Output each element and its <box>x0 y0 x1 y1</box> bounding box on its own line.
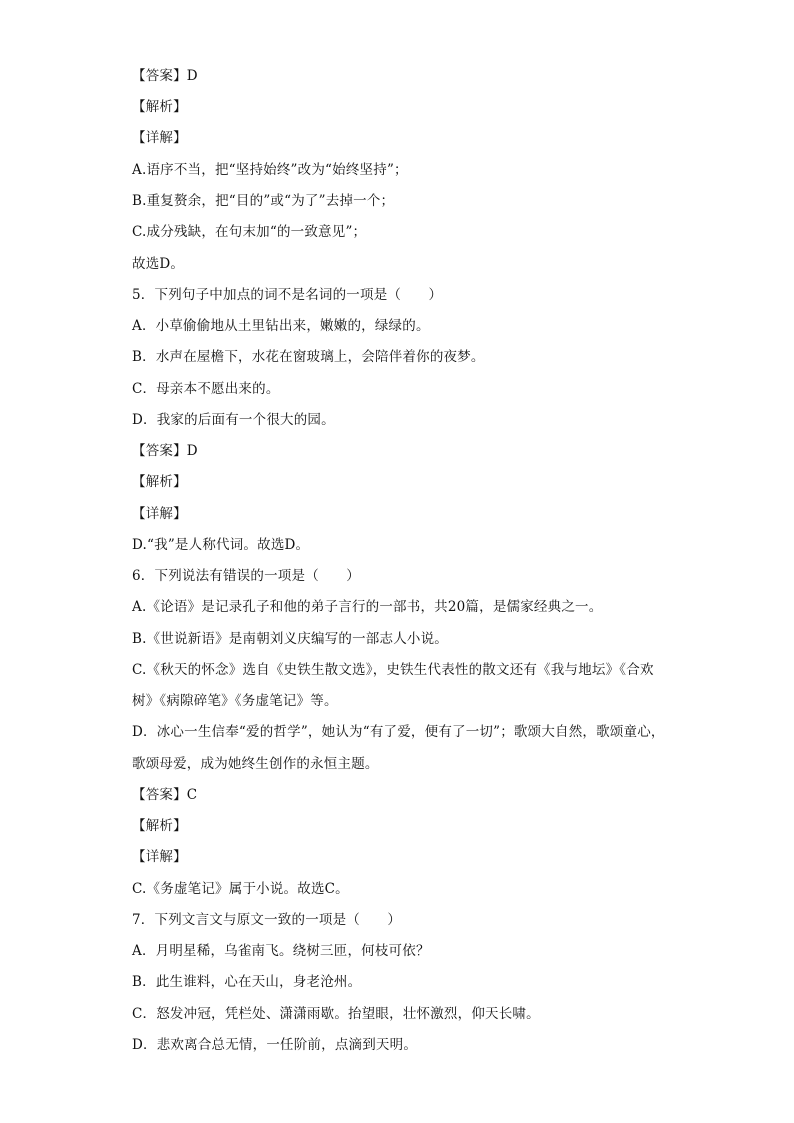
option-line-continued: 歌颂母爱，成为她终生创作的永恒主题。 <box>132 756 379 772</box>
explanation-line: D.“我”是人称代词。故选D。 <box>132 537 310 553</box>
option-line: D．我家的后面有一个很大的园。 <box>132 412 335 428</box>
analysis-label: 【解析】 <box>132 474 187 490</box>
question-stem: 5．下列句子中加点的词不是名词的一项是（ ） <box>132 287 443 303</box>
explanation-line: C.《务虚笔记》属于小说。故选C。 <box>132 881 349 897</box>
explanation-line: A.语序不当，把“坚持始终”改为“始终坚持”； <box>132 162 408 178</box>
explanation-line: B.重复赘余，把“目的”或“为了”去掉一个； <box>132 193 395 209</box>
conclusion-line: 故选D。 <box>132 256 185 272</box>
option-line: A．小草偷偷地从土里钻出来，嫩嫩的，绿绿的。 <box>132 318 430 334</box>
option-line: C．母亲本不愿出来的。 <box>132 381 280 397</box>
question-stem: 7．下列文言文与原文一致的一项是（ ） <box>132 912 402 928</box>
option-line: A．月明星稀，乌雀南飞。绕树三匝，何枝可依？ <box>132 943 430 959</box>
option-line: B.《世说新语》是南朝刘义庆编写的一部志人小说。 <box>132 631 449 647</box>
option-line: B．水声在屋檐下，水花在窗玻璃上，会陪伴着你的夜梦。 <box>132 349 485 365</box>
option-line: C．怒发冲冠，凭栏处、潇潇雨歇。抬望眼，壮怀激烈，仰天长啸。 <box>132 1006 540 1022</box>
answer-label: 【答案】D <box>132 443 198 459</box>
detail-label: 【详解】 <box>132 849 187 865</box>
option-line: C.《秋天的怀念》选自《史铁生散文选》，史铁生代表性的散文还有《我与地坛》《合欢 <box>132 662 654 678</box>
explanation-line: C.成分残缺，在句末加“的一致意见”； <box>132 224 367 240</box>
detail-label: 【详解】 <box>132 506 187 522</box>
analysis-label: 【解析】 <box>132 818 187 834</box>
option-line-continued: 树》《病隙碎笔》《务虚笔记》等。 <box>132 693 338 709</box>
question-stem: 6．下列说法有错误的一项是（ ） <box>132 568 360 584</box>
option-line: B．此生谁料，心在天山，身老沧州。 <box>132 974 362 990</box>
detail-label: 【详解】 <box>132 130 187 146</box>
answer-label: 【答案】C <box>132 787 198 803</box>
option-line: D．悲欢离合总无情，一任阶前，点滴到天明。 <box>132 1037 418 1053</box>
option-line: A.《论语》是记录孔子和他的弟子言行的一部书，共20篇，是儒家经典之一。 <box>132 599 603 615</box>
option-line: D．冰心一生信奉“爱的哲学”，她认为“有了爱，便有了一切”；歌颂大自然，歌颂童心， <box>132 724 665 740</box>
analysis-label: 【解析】 <box>132 99 187 115</box>
answer-label: 【答案】D <box>132 68 198 84</box>
